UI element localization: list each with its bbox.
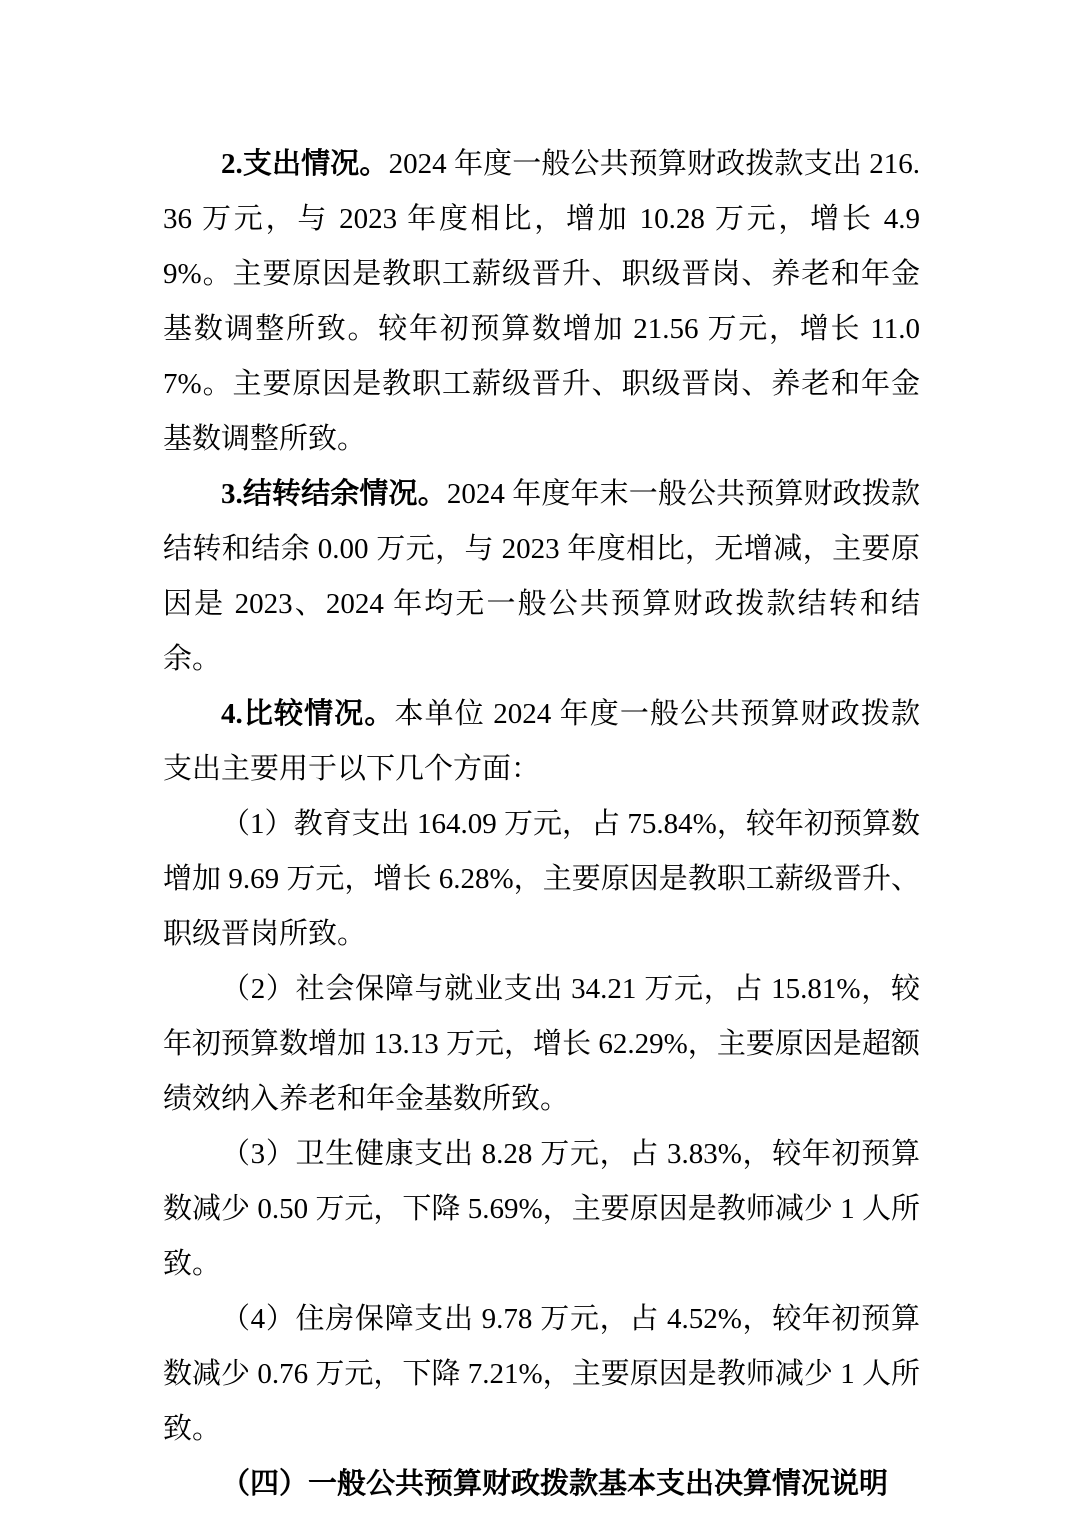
paragraph-item-education	[163, 797, 920, 962]
paragraph-expenditure-lead: 2.支出情况。	[221, 148, 389, 180]
paragraph-carryover-lead: 3.结转结余情况。	[221, 478, 447, 510]
paragraph-comparison-text: 本单位 2024 年度一般公共预算财政拨款支出主要用于以下几个方面：	[163, 698, 920, 785]
paragraph-expenditure	[163, 137, 920, 467]
paragraph-comparison-lead: 4.比较情况。	[221, 698, 395, 730]
section-heading-text: （四）一般公共预算财政拨款基本支出决算情况说明	[221, 1468, 889, 1500]
paragraph-item-housing-text: （4）住房保障支出 9.78 万元，占 4.52%，较年初预算数减少 0.76 万元，下降 7.21%，主要原因是教师减少 1 人所致。	[163, 1303, 920, 1445]
paragraph-expenditure-text: 2024 年度一般公共预算财政拨款支出 216.36 万元，与 2023 年度相比，增加 10.28 万元，增长 4.99%。主要原因是教职工薪级晋升、职级晋岗、养老和年金基数调整所致。较年初预算数增加 21.56 万元，增长 11.07%。主要原因是教职工薪级晋升、职级晋岗、养老和年金基数调整所致。	[163, 148, 920, 455]
paragraph-item-housing	[163, 1292, 920, 1457]
paragraph-item-health	[163, 1127, 920, 1292]
paragraph-carryover	[163, 467, 920, 687]
paragraph-comparison	[163, 687, 920, 797]
paragraph-item-health-text: （3）卫生健康支出 8.28 万元，占 3.83%，较年初预算数减少 0.50 万元，下降 5.69%，主要原因是教师减少 1 人所致。	[163, 1138, 920, 1280]
paragraph-item-social-security-text: （2）社会保障与就业支出 34.21 万元，占 15.81%，较年初预算数增加 13.13 万元，增长 62.29%，主要原因是超额绩效纳入养老和年金基数所致。	[163, 973, 920, 1115]
paragraph-carryover-text: 2024 年度年末一般公共预算财政拨款结转和结余 0.00 万元，与 2023 年度相比，无增减，主要原因是 2023、2024 年均无一般公共预算财政拨款结转和结余。	[163, 478, 920, 675]
paragraph-item-education-text: （1）教育支出 164.09 万元，占 75.84%，较年初预算数增加 9.69 万元，增长 6.28%，主要原因是教职工薪级晋升、职级晋岗所致。	[163, 808, 920, 950]
section-heading-basic-expenditure	[163, 1457, 920, 1512]
paragraph-item-social-security	[163, 962, 920, 1127]
